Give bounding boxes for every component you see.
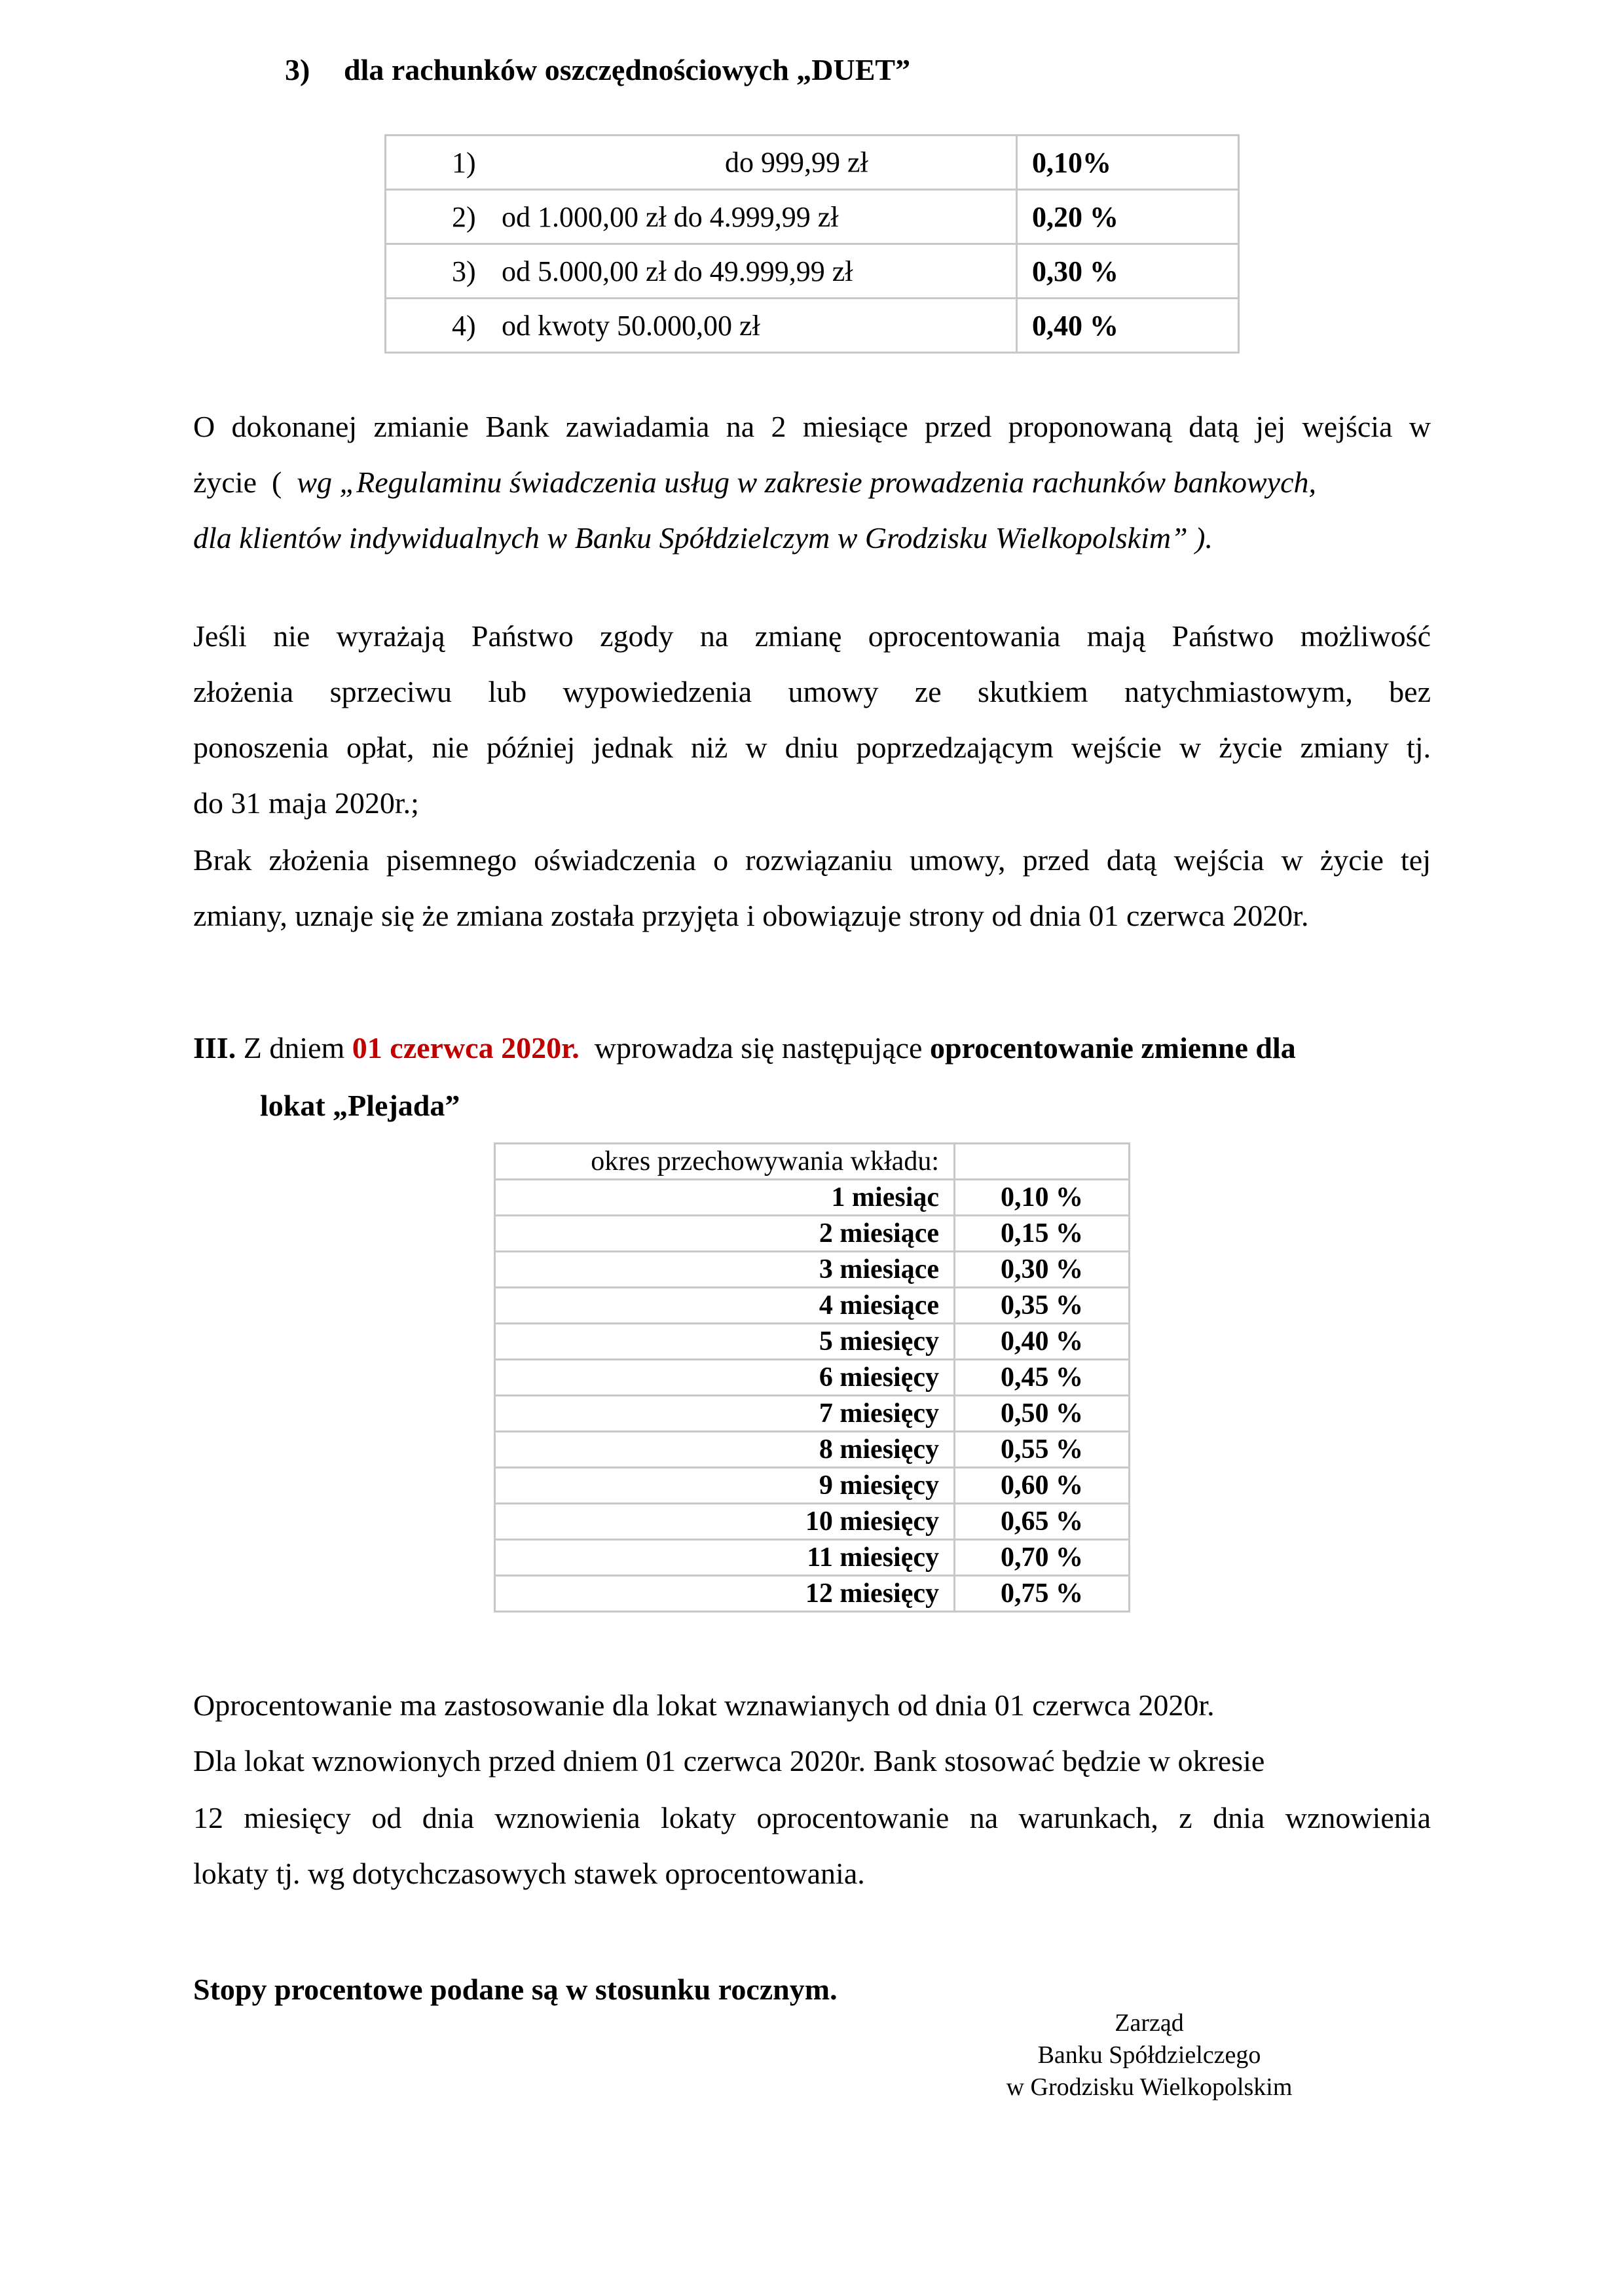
annual-rate-note: Stopy procentowe podane są w stosunku rocznym. (193, 1973, 838, 2006)
renewal-line-3: 12 miesięcy od dnia wznowienia lokaty oprocentowanie na warunkach, z dnia wznowienia (193, 1801, 1431, 1834)
table-header-row (495, 1144, 1130, 1180)
range-cell (386, 244, 1017, 299)
period-cell: 6 miesięcy (495, 1360, 955, 1396)
table-row (386, 244, 1239, 299)
header-empty-cell (955, 1144, 1130, 1180)
period-cell: 10 miesięcy (495, 1504, 955, 1540)
renewal-line-1: Oprocentowanie ma zastosowanie dla lokat wznawianych od dnia 01 czerwca 2020r. (193, 1688, 1215, 1722)
period-cell: 8 miesięcy (495, 1432, 955, 1468)
period-cell: 7 miesięcy (495, 1396, 955, 1432)
table-row (495, 1432, 1130, 1468)
period-cell: 3 miesiące (495, 1252, 955, 1288)
rate-cell: 0,70 % (955, 1540, 1130, 1576)
table-row (495, 1504, 1130, 1540)
rate-cell: 0,65 % (955, 1504, 1130, 1540)
signature-line-3: w Grodzisku Wielkopolskim (1006, 2073, 1293, 2101)
period-cell: 4 miesiące (495, 1288, 955, 1324)
objection-line-3: ponoszenia opłat, nie później jednak niż w dniu poprzedzającym wejście w życie zmiany tj. (193, 731, 1431, 764)
range-text: od 1.000,00 zł do 4.999,99 zł (502, 200, 839, 233)
acceptance-line-2: zmiany, uznaje się że zmiana została przyjęta i obowiązuje strony od dnia 01 czerwca 2020r. (193, 899, 1309, 932)
section-three-heading (193, 1033, 1296, 1063)
objection-line-2: złożenia sprzeciwu lub wypowiedzenia umowy ze skutkiem natychmiastowym, bez (193, 675, 1431, 708)
heading-text: dla rachunków oszczędnościowych „DUET” (344, 53, 911, 86)
table-row (495, 1324, 1130, 1360)
range-cell (386, 136, 1017, 190)
objection-line-1: Jeśli nie wyrażają Państwo zgody na zmianę oprocentowania mają Państwo możliwość (193, 619, 1431, 653)
rate-cell: 0,35 % (955, 1288, 1130, 1324)
table-row (495, 1576, 1130, 1612)
notice-line-1: O dokonanej zmianie Bank zawiadamia na 2 miesiące przed proponowaną datą jej wejścia w (193, 410, 1431, 443)
range-cell (386, 190, 1017, 244)
rate-cell: 0,10 % (955, 1180, 1130, 1216)
table-row (386, 299, 1239, 353)
section-numeral: III. (193, 1031, 236, 1065)
section-bold-tail: oprocentowanie zmienne dla (929, 1031, 1296, 1065)
table-row (386, 190, 1239, 244)
rate-cell: 0,60 % (955, 1468, 1130, 1504)
table-row (495, 1252, 1130, 1288)
objection-line-4: do 31 maja 2020r.; (193, 786, 419, 820)
range-cell (386, 299, 1017, 353)
effective-date: 01 czerwca 2020r. (352, 1031, 580, 1065)
row-index: 2) (452, 200, 476, 233)
section-text-after-date: wprowadza się następujące (594, 1031, 923, 1065)
section-three-subtitle: lokat „Plejada” (260, 1089, 460, 1122)
renewal-line-2: Dla lokat wznowionych przed dniem 01 czerwca 2020r. Bank stosować będzie w okresie (193, 1744, 1265, 1777)
rate-cell: 0,30 % (1017, 244, 1239, 299)
row-index: 4) (452, 309, 476, 342)
signature-line-2: Banku Spółdzielczego (1037, 2041, 1261, 2069)
table-row (495, 1540, 1130, 1576)
row-index: 1) (452, 146, 476, 179)
table-row (495, 1288, 1130, 1324)
range-text: od 5.000,00 zł do 49.999,99 zł (502, 255, 853, 287)
duet-rates-table (384, 134, 1240, 354)
rate-cell: 0,15 % (955, 1216, 1130, 1252)
rate-cell: 0,10% (1017, 136, 1239, 190)
rate-cell: 0,55 % (955, 1432, 1130, 1468)
table-row (386, 136, 1239, 190)
section-heading-duet (285, 52, 910, 87)
regulation-reference: wg „Regulaminu świadczenia usług w zakresie prowadzenia rachunków bankowych, (282, 465, 1317, 499)
renewal-line-4: lokaty tj. wg dotychczasowych stawek oprocentowania. (193, 1857, 865, 1890)
acceptance-line-1: Brak złożenia pisemnego oświadczenia o rozwiązaniu umowy, przed datą wejścia w życie tej (193, 843, 1431, 877)
rate-cell: 0,45 % (955, 1360, 1130, 1396)
table-row (495, 1468, 1130, 1504)
plejada-rates-table (494, 1142, 1130, 1613)
period-cell: 12 miesięcy (495, 1576, 955, 1612)
table-row (495, 1180, 1130, 1216)
period-cell: 2 miesiące (495, 1216, 955, 1252)
rate-cell: 0,20 % (1017, 190, 1239, 244)
table-row (495, 1216, 1130, 1252)
period-cell: 1 miesiąc (495, 1180, 955, 1216)
period-cell: 5 miesięcy (495, 1324, 955, 1360)
range-text: do 999,99 zł (725, 146, 868, 179)
notice-line-2-plain: życie ( (193, 465, 282, 499)
rate-cell: 0,30 % (955, 1252, 1130, 1288)
table-row (495, 1396, 1130, 1432)
rate-cell: 0,75 % (955, 1576, 1130, 1612)
notice-line-2 (193, 465, 1431, 500)
table-row (495, 1360, 1130, 1396)
signature-line-1: Zarząd (1115, 2009, 1184, 2037)
period-cell: 11 miesięcy (495, 1540, 955, 1576)
period-cell: 9 miesięcy (495, 1468, 955, 1504)
rate-cell: 0,40 % (955, 1324, 1130, 1360)
rate-cell: 0,50 % (955, 1396, 1130, 1432)
row-index: 3) (452, 255, 476, 287)
notice-line-3: dla klientów indywidualnych w Banku Spółdzielczym w Grodzisku Wielkopolskim” ). (193, 521, 1213, 555)
rate-cell: 0,40 % (1017, 299, 1239, 353)
heading-number: 3) (285, 53, 310, 86)
section-text-before-date: Z dniem (243, 1031, 345, 1065)
range-text: od kwoty 50.000,00 zł (502, 309, 760, 342)
header-cell: okres przechowywania wkładu: (495, 1144, 955, 1180)
